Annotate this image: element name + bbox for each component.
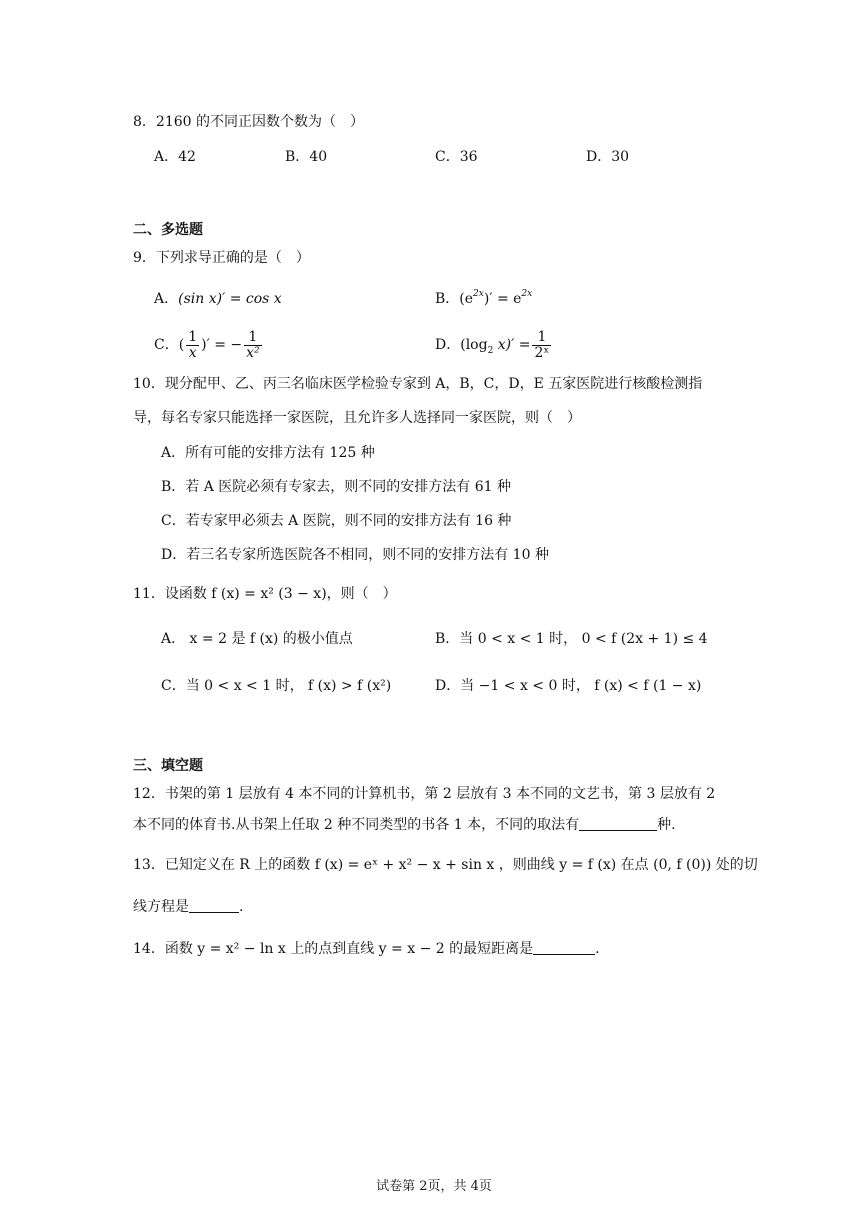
q13-line2 [133,897,243,917]
q8-option-a: A．42 [154,149,196,165]
q10-option-d: D．若三名专家所选医院各不相同，则不同的安排方法有 10 种 [161,547,549,563]
q12-line2 [133,815,676,835]
q12-text-after: 种. [657,817,676,833]
q8-option-b: B．40 [285,149,328,165]
answer-blank [579,816,657,831]
section-heading-multiple-choice: 二、多选题 [133,222,203,238]
q11-option-c: C．当 0 < x < 1 时， f (x) > f (x²) [161,678,392,694]
q11-option-b: B．当 0 < x < 1 时， 0 < f (2x + 1) ≤ 4 [435,631,708,647]
math-expression: (sin x)′ = cos x [178,291,282,307]
math-part: (log [460,337,488,353]
fraction-denominator: x² [246,344,260,361]
math-exponent: 2x [473,289,484,299]
option-label: A． [154,291,179,307]
q9-stem: 9．下列求导正确的是（ ） [133,250,310,266]
math-exponent: 2x [521,289,533,299]
q9-option-a [154,289,282,309]
q11-stem: 11．设函数 f (x) = x² (3 − x)，则（ ） [133,586,397,602]
q12-text-before: 本不同的体育书.从书架上任取 2 种不同类型的书各 1 本，不同的取法有 [133,817,580,833]
answer-blank [533,940,595,955]
fraction [532,330,551,361]
option-label: C． [154,337,179,353]
q13-text-after: . [239,899,244,915]
q13-text-before: 线方程是 [133,899,189,915]
option-label: D． [435,337,461,353]
math-part: )′ = e [483,291,522,307]
fraction-numerator: 1 [188,328,198,345]
q8-option-c: C．36 [435,149,478,165]
q14-text-before: 14．函数 y = x² − ln x 上的点到直线 y = x − 2 的最短距离是 [133,941,534,957]
q13-line1: 13．已知定义在 R 上的函数 f (x) = eˣ + x² − x + sin x ，则曲线 y = f (x) 在点 (0, f (0)) 处的切 [133,857,758,873]
fraction-numerator: 1 [532,330,551,346]
q14-text-after: . [595,941,600,957]
math-part: x)′ = [493,337,531,353]
fraction [186,330,199,361]
q9-option-d [435,327,553,365]
fraction [244,330,262,361]
fraction-numerator: 1 [244,330,262,346]
q10-option-a: A．所有可能的安排方法有 125 种 [161,445,375,461]
q9-option-b [435,289,532,311]
math-part: (e [459,291,474,307]
q10-stem-line2: 导，每名专家只能选择一家医院，且允许多人选择同一家医院，则（ ） [133,410,581,426]
math-part: )′ = − [201,337,243,353]
q8-stem: 8．2160 的不同正因数个数为（ ） [133,114,364,130]
page-footer: 试卷第 2页，共 4页 [376,1179,492,1194]
fraction-denominator: 2ˣ [534,344,550,361]
fraction-denominator: x [188,344,197,361]
answer-blank [189,898,239,913]
q10-option-c: C．若专家甲必须去 A 医院，则不同的安排方法有 16 种 [161,513,512,529]
q11-option-d: D．当 −1 < x < 0 时， f (x) < f (1 − x) [435,678,702,694]
q9-option-c: C．( $\frac{1}{x}$ )′ = − $\frac{1}{\text{x²}}$ [154,328,260,361]
q14-line [133,939,600,959]
section-heading-fill-in: 三、填空题 [133,758,203,774]
q12-line1: 12．书架的第 1 层放有 4 本不同的计算机书，第 2 层放有 3 本不同的文艺书，第 3 层放有 2 [133,786,716,802]
q10-stem-line1: 10．现分配甲、乙、丙三名临床医学检验专家到 A，B，C，D，E 五家医院进行核酸检测指 [133,376,703,392]
math-subscript: 2 [487,346,494,356]
q10-option-b: B．若 A 医院必须有专家去，则不同的安排方法有 61 种 [161,479,512,495]
q8-option-d: D．30 [586,149,630,165]
q11-option-a: A． x = 2 是 f (x) 的极小值点 [161,631,353,647]
option-label: B． [435,291,460,307]
